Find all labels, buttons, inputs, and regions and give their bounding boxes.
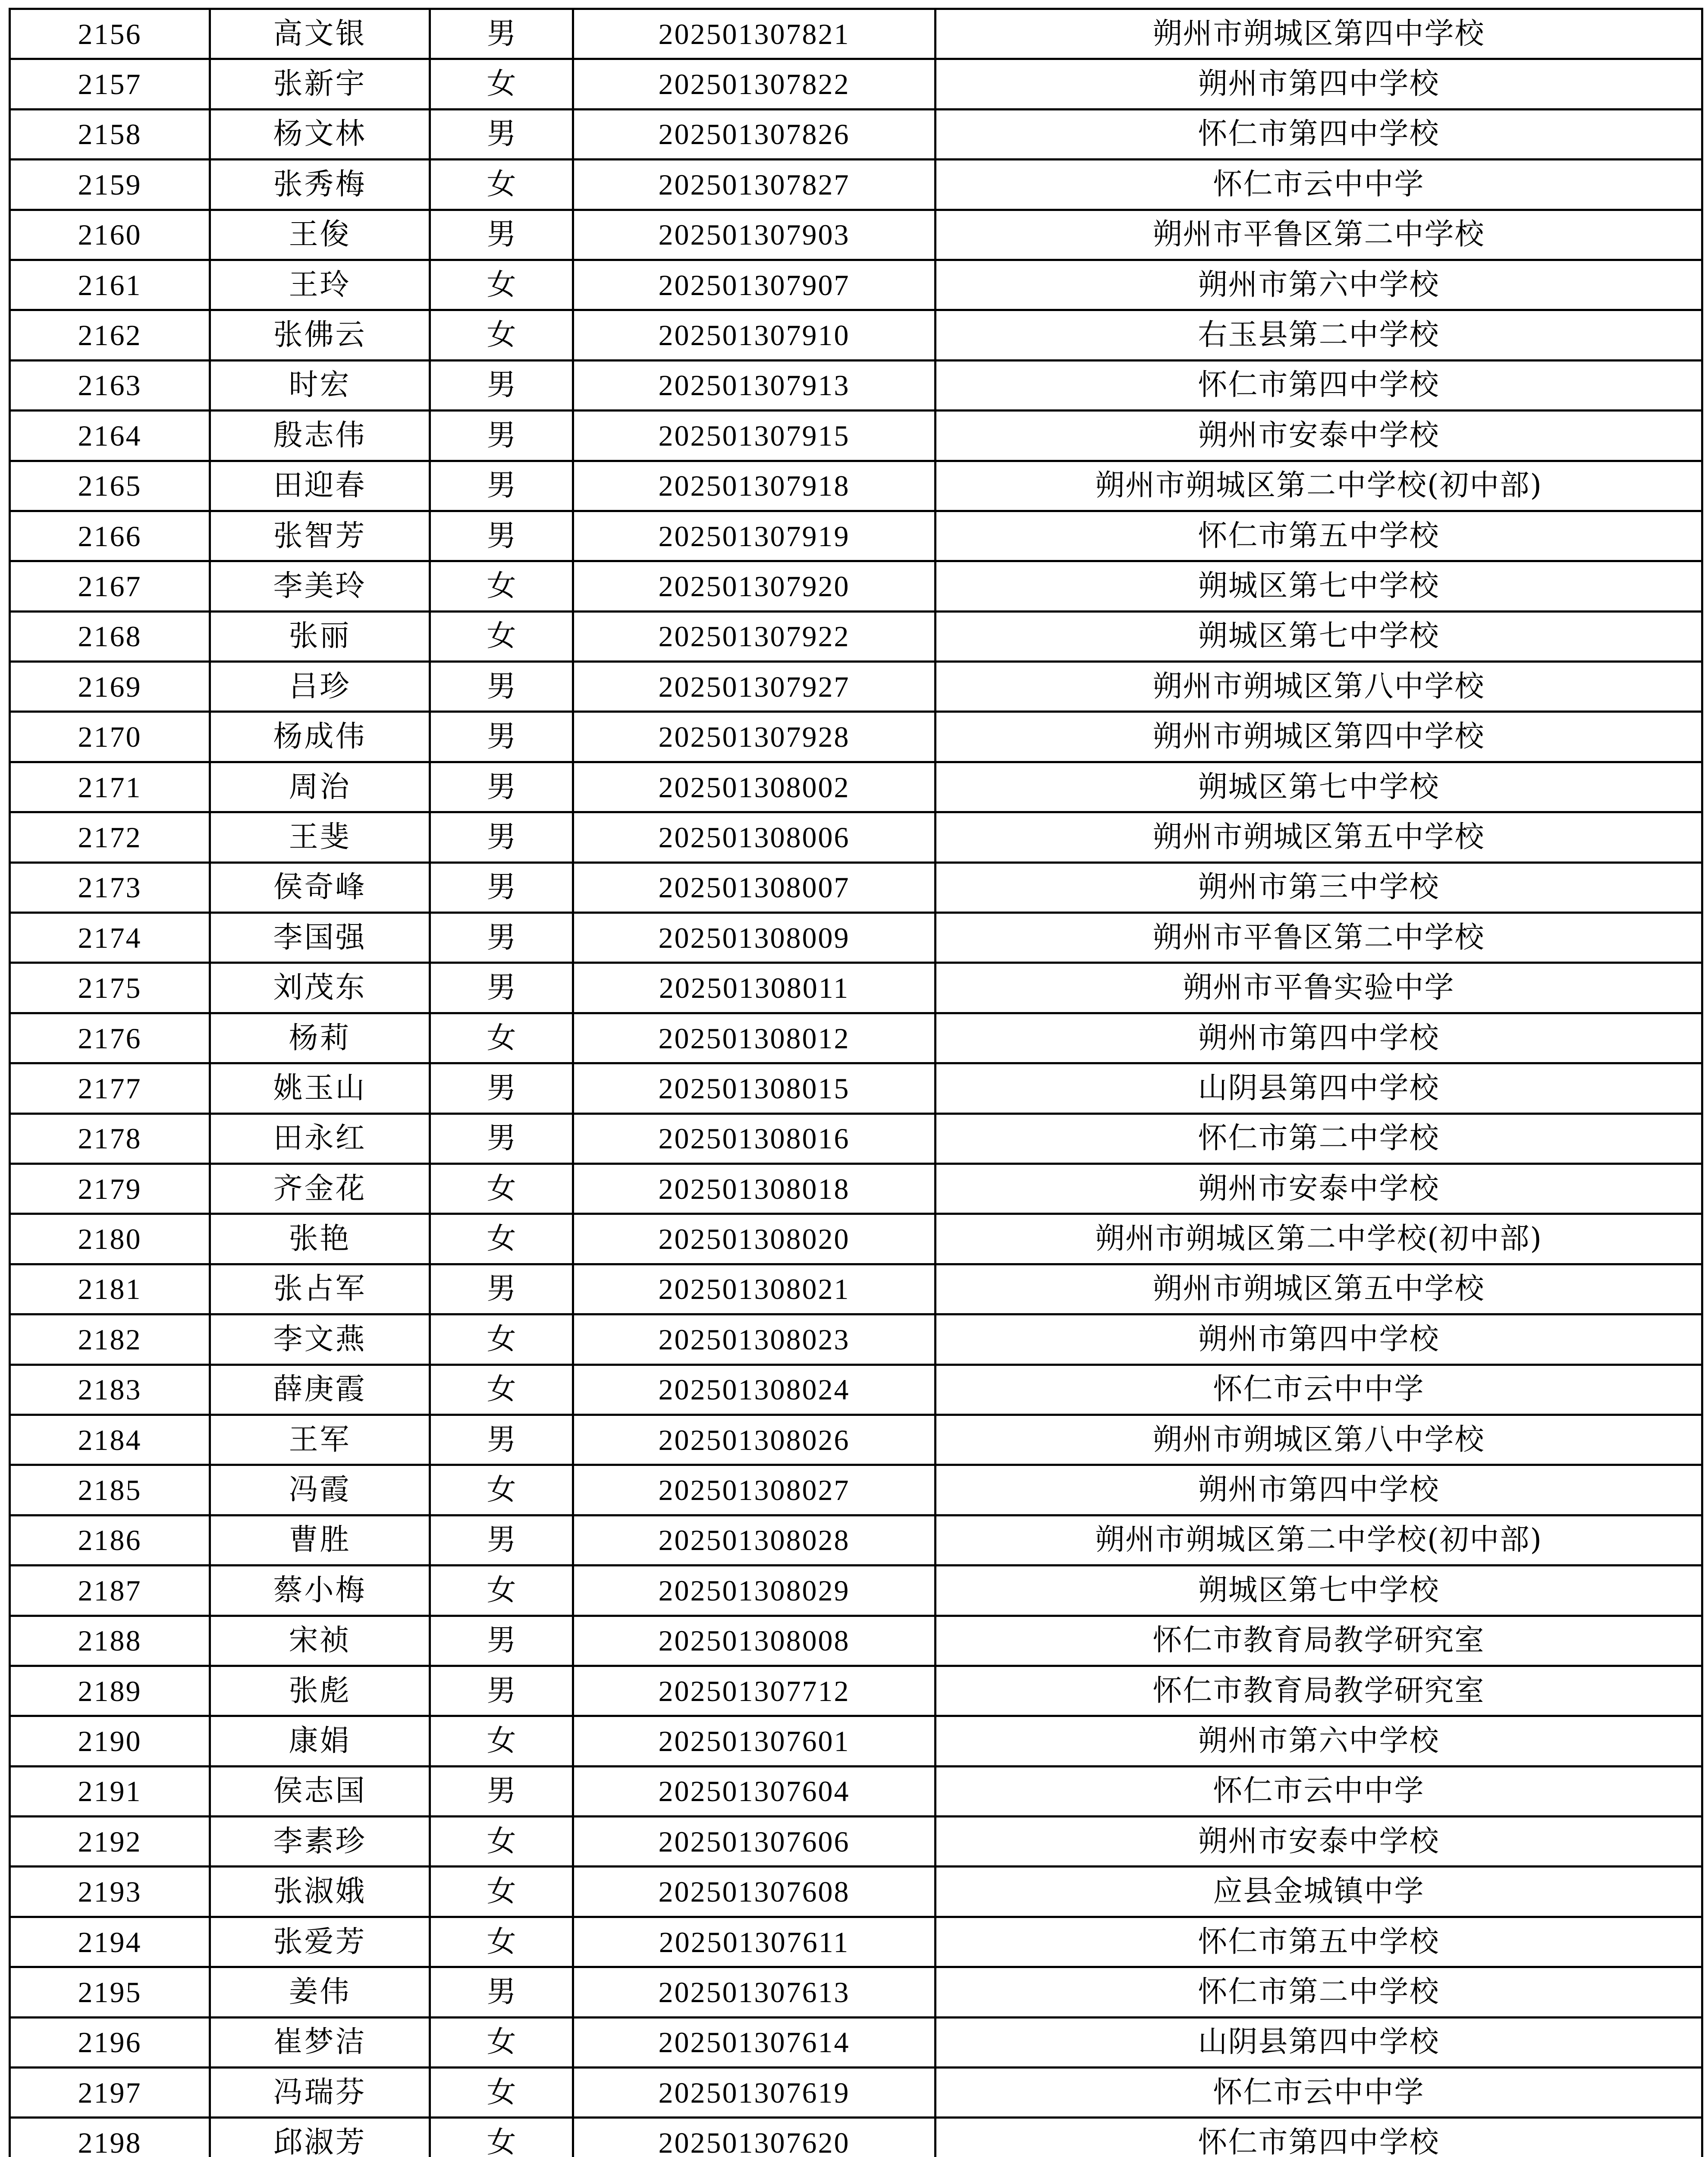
school-cell: 朔州市朔城区第二中学校(初中部) [936,1214,1702,1264]
seq-number-cell: 2172 [10,812,210,862]
seq-number-cell: 2169 [10,662,210,712]
roster-body [10,9,1702,2157]
name-cell: 王军 [210,1415,430,1465]
seq-number-cell: 2164 [10,411,210,461]
table-row [10,1365,1702,1415]
name-cell: 张新宇 [210,59,430,109]
exam-id-cell: 202501307913 [573,360,936,410]
school-cell: 朔州市第四中学校 [936,1013,1702,1063]
school-cell: 朔州市第六中学校 [936,1716,1702,1766]
gender-cell: 女 [430,1013,573,1063]
table-row [10,461,1702,511]
school-cell: 朔州市第六中学校 [936,260,1702,310]
gender-cell: 男 [430,1766,573,1816]
seq-number-cell: 2188 [10,1616,210,1666]
name-cell: 邱淑芳 [210,2118,430,2157]
exam-id-cell: 202501307918 [573,461,936,511]
name-cell: 李素珍 [210,1817,430,1867]
table-row [10,1666,1702,1716]
exam-id-cell: 202501307614 [573,2017,936,2067]
seq-number-cell: 2191 [10,1766,210,1816]
exam-id-cell: 202501307915 [573,411,936,461]
name-cell: 薛庚霞 [210,1365,430,1415]
exam-id-cell: 202501307619 [573,2068,936,2118]
name-cell: 冯霞 [210,1465,430,1515]
table-row [10,1515,1702,1565]
exam-id-cell: 202501307821 [573,9,936,59]
table-row [10,310,1702,360]
table-row [10,2118,1702,2157]
seq-number-cell: 2162 [10,310,210,360]
table-row [10,1616,1702,1666]
gender-cell: 男 [430,1515,573,1565]
name-cell: 齐金花 [210,1163,430,1214]
gender-cell: 女 [430,1867,573,1917]
name-cell: 王玲 [210,260,430,310]
school-cell: 朔城区第七中学校 [936,762,1702,812]
exam-id-cell: 202501308012 [573,1013,936,1063]
seq-number-cell: 2168 [10,611,210,661]
seq-number-cell: 2170 [10,712,210,762]
seq-number-cell: 2157 [10,59,210,109]
seq-number-cell: 2159 [10,160,210,210]
name-cell: 张淑娥 [210,1867,430,1917]
school-cell: 怀仁市第四中学校 [936,360,1702,410]
gender-cell: 女 [430,310,573,360]
exam-id-cell: 202501308021 [573,1264,936,1314]
school-cell: 朔州市安泰中学校 [936,1817,1702,1867]
gender-cell: 女 [430,260,573,310]
exam-id-cell: 202501308026 [573,1415,936,1465]
seq-number-cell: 2192 [10,1817,210,1867]
seq-number-cell: 2184 [10,1415,210,1465]
exam-id-cell: 202501308024 [573,1365,936,1415]
exam-id-cell: 202501307613 [573,1967,936,2017]
name-cell: 王俊 [210,210,430,260]
seq-number-cell: 2167 [10,561,210,611]
gender-cell: 男 [430,411,573,461]
exam-id-cell: 202501307903 [573,210,936,260]
exam-id-cell: 202501308015 [573,1063,936,1113]
seq-number-cell: 2182 [10,1314,210,1365]
school-cell: 怀仁市第二中学校 [936,1113,1702,1163]
exam-id-cell: 202501307822 [573,59,936,109]
table-row [10,260,1702,310]
exam-id-cell: 202501307920 [573,561,936,611]
table-row [10,411,1702,461]
school-cell: 怀仁市第二中学校 [936,1967,1702,2017]
table-row [10,561,1702,611]
school-cell: 怀仁市第五中学校 [936,1917,1702,1967]
school-cell: 朔州市朔城区第四中学校 [936,9,1702,59]
gender-cell: 男 [430,461,573,511]
table-row [10,2068,1702,2118]
name-cell: 李国强 [210,913,430,963]
gender-cell: 女 [430,2017,573,2067]
gender-cell: 男 [430,1113,573,1163]
seq-number-cell: 2171 [10,762,210,812]
seq-number-cell: 2177 [10,1063,210,1113]
school-cell: 山阴县第四中学校 [936,1063,1702,1113]
table-row [10,1314,1702,1365]
gender-cell: 男 [430,1415,573,1465]
exam-id-cell: 202501308020 [573,1214,936,1264]
table-row [10,662,1702,712]
table-row [10,1113,1702,1163]
school-cell: 朔州市朔城区第八中学校 [936,1415,1702,1465]
name-cell: 宋祯 [210,1616,430,1666]
gender-cell: 男 [430,913,573,963]
school-cell: 右玉县第二中学校 [936,310,1702,360]
table-row [10,963,1702,1013]
gender-cell: 男 [430,210,573,260]
name-cell: 李文燕 [210,1314,430,1365]
school-cell: 朔州市第三中学校 [936,862,1702,912]
gender-cell: 男 [430,762,573,812]
gender-cell: 男 [430,9,573,59]
exam-id-cell: 202501307608 [573,1867,936,1917]
exam-id-cell: 202501308002 [573,762,936,812]
seq-number-cell: 2189 [10,1666,210,1716]
gender-cell: 男 [430,812,573,862]
seq-number-cell: 2180 [10,1214,210,1264]
exam-id-cell: 202501308008 [573,1616,936,1666]
seq-number-cell: 2176 [10,1013,210,1063]
exam-id-cell: 202501308011 [573,963,936,1013]
table-row [10,1867,1702,1917]
seq-number-cell: 2173 [10,862,210,912]
seq-number-cell: 2161 [10,260,210,310]
school-cell: 朔州市第四中学校 [936,1465,1702,1515]
table-row [10,2017,1702,2067]
seq-number-cell: 2186 [10,1515,210,1565]
name-cell: 侯奇峰 [210,862,430,912]
table-row [10,210,1702,260]
gender-cell: 女 [430,1566,573,1616]
name-cell: 杨莉 [210,1013,430,1063]
gender-cell: 女 [430,1214,573,1264]
table-row [10,812,1702,862]
seq-number-cell: 2160 [10,210,210,260]
gender-cell: 女 [430,1163,573,1214]
table-row [10,1163,1702,1214]
exam-id-cell: 202501307611 [573,1917,936,1967]
exam-id-cell: 202501307827 [573,160,936,210]
school-cell: 朔州市朔城区第五中学校 [936,1264,1702,1314]
table-row [10,9,1702,59]
exam-id-cell: 202501307606 [573,1817,936,1867]
exam-id-cell: 202501307620 [573,2118,936,2157]
gender-cell: 男 [430,862,573,912]
school-cell: 朔州市平鲁实验中学 [936,963,1702,1013]
gender-cell: 女 [430,561,573,611]
gender-cell: 男 [430,1967,573,2017]
exam-id-cell: 202501307907 [573,260,936,310]
gender-cell: 男 [430,360,573,410]
name-cell: 冯瑞芬 [210,2068,430,2118]
exam-id-cell: 202501307922 [573,611,936,661]
gender-cell: 男 [430,511,573,561]
seq-number-cell: 2178 [10,1113,210,1163]
table-row [10,762,1702,812]
table-row [10,1264,1702,1314]
gender-cell: 男 [430,1264,573,1314]
name-cell: 张艳 [210,1214,430,1264]
name-cell: 刘茂东 [210,963,430,1013]
table-row [10,1063,1702,1113]
gender-cell: 女 [430,1314,573,1365]
table-row [10,611,1702,661]
gender-cell: 女 [430,59,573,109]
name-cell: 康娟 [210,1716,430,1766]
school-cell: 朔州市朔城区第八中学校 [936,662,1702,712]
seq-number-cell: 2174 [10,913,210,963]
name-cell: 杨成伟 [210,712,430,762]
school-cell: 怀仁市云中中学 [936,1766,1702,1816]
school-cell: 怀仁市第四中学校 [936,2118,1702,2157]
table-row [10,1817,1702,1867]
table-row [10,1566,1702,1616]
school-cell: 朔城区第七中学校 [936,1566,1702,1616]
table-row [10,511,1702,561]
seq-number-cell: 2193 [10,1867,210,1917]
school-cell: 怀仁市教育局教学研究室 [936,1616,1702,1666]
name-cell: 张占军 [210,1264,430,1314]
exam-id-cell: 202501307928 [573,712,936,762]
gender-cell: 男 [430,963,573,1013]
school-cell: 应县金城镇中学 [936,1867,1702,1917]
name-cell: 姚玉山 [210,1063,430,1113]
seq-number-cell: 2198 [10,2118,210,2157]
table-row [10,712,1702,762]
gender-cell: 女 [430,160,573,210]
gender-cell: 女 [430,1365,573,1415]
school-cell: 怀仁市云中中学 [936,160,1702,210]
seq-number-cell: 2196 [10,2017,210,2067]
exam-id-cell: 202501308023 [573,1314,936,1365]
gender-cell: 女 [430,1917,573,1967]
name-cell: 李美玲 [210,561,430,611]
gender-cell: 女 [430,2118,573,2157]
exam-id-cell: 202501307604 [573,1766,936,1816]
exam-id-cell: 202501308016 [573,1113,936,1163]
table-row [10,862,1702,912]
school-cell: 怀仁市云中中学 [936,1365,1702,1415]
name-cell: 张爱芳 [210,1917,430,1967]
school-cell: 朔州市朔城区第二中学校(初中部) [936,1515,1702,1565]
name-cell: 曹胜 [210,1515,430,1565]
table-row [10,59,1702,109]
exam-id-cell: 202501308028 [573,1515,936,1565]
table-row [10,360,1702,410]
name-cell: 张佛云 [210,310,430,360]
exam-id-cell: 202501308006 [573,812,936,862]
school-cell: 怀仁市教育局教学研究室 [936,1666,1702,1716]
name-cell: 田永红 [210,1113,430,1163]
exam-id-cell: 202501307601 [573,1716,936,1766]
exam-id-cell: 202501308009 [573,913,936,963]
school-cell: 朔州市朔城区第二中学校(初中部) [936,461,1702,511]
school-cell: 朔州市第四中学校 [936,1314,1702,1365]
school-cell: 怀仁市云中中学 [936,2068,1702,2118]
school-cell: 怀仁市第五中学校 [936,511,1702,561]
name-cell: 高文银 [210,9,430,59]
table-row [10,1415,1702,1465]
roster-table [9,8,1703,2157]
table-row [10,913,1702,963]
exam-id-cell: 202501307919 [573,511,936,561]
gender-cell: 女 [430,1716,573,1766]
name-cell: 蔡小梅 [210,1566,430,1616]
exam-id-cell: 202501308027 [573,1465,936,1515]
gender-cell: 女 [430,1817,573,1867]
gender-cell: 男 [430,1666,573,1716]
table-row [10,109,1702,159]
table-row [10,1465,1702,1515]
name-cell: 崔梦洁 [210,2017,430,2067]
exam-id-cell: 202501307910 [573,310,936,360]
gender-cell: 男 [430,712,573,762]
exam-id-cell: 202501307712 [573,1666,936,1716]
school-cell: 山阴县第四中学校 [936,2017,1702,2067]
table-row [10,1917,1702,1967]
exam-id-cell: 202501308029 [573,1566,936,1616]
seq-number-cell: 2165 [10,461,210,511]
school-cell: 朔州市平鲁区第二中学校 [936,210,1702,260]
name-cell: 侯志国 [210,1766,430,1816]
school-cell: 朔州市安泰中学校 [936,1163,1702,1214]
seq-number-cell: 2183 [10,1365,210,1415]
name-cell: 张丽 [210,611,430,661]
seq-number-cell: 2187 [10,1566,210,1616]
seq-number-cell: 2185 [10,1465,210,1515]
name-cell: 周治 [210,762,430,812]
exam-id-cell: 202501307826 [573,109,936,159]
name-cell: 姜伟 [210,1967,430,2017]
table-row [10,1967,1702,2017]
school-cell: 朔州市朔城区第五中学校 [936,812,1702,862]
table-row [10,1214,1702,1264]
name-cell: 王斐 [210,812,430,862]
table-row [10,1766,1702,1816]
name-cell: 时宏 [210,360,430,410]
table-row [10,1716,1702,1766]
table-row [10,160,1702,210]
gender-cell: 男 [430,109,573,159]
school-cell: 朔城区第七中学校 [936,611,1702,661]
school-cell: 怀仁市第四中学校 [936,109,1702,159]
gender-cell: 女 [430,611,573,661]
school-cell: 朔州市安泰中学校 [936,411,1702,461]
name-cell: 杨文林 [210,109,430,159]
seq-number-cell: 2195 [10,1967,210,2017]
seq-number-cell: 2181 [10,1264,210,1314]
seq-number-cell: 2179 [10,1163,210,1214]
table-row [10,1013,1702,1063]
school-cell: 朔州市第四中学校 [936,59,1702,109]
name-cell: 吕珍 [210,662,430,712]
school-cell: 朔州市朔城区第四中学校 [936,712,1702,762]
gender-cell: 男 [430,662,573,712]
name-cell: 殷志伟 [210,411,430,461]
name-cell: 张彪 [210,1666,430,1716]
seq-number-cell: 2163 [10,360,210,410]
name-cell: 田迎春 [210,461,430,511]
seq-number-cell: 2194 [10,1917,210,1967]
gender-cell: 男 [430,1063,573,1113]
gender-cell: 女 [430,2068,573,2118]
school-cell: 朔城区第七中学校 [936,561,1702,611]
seq-number-cell: 2197 [10,2068,210,2118]
gender-cell: 女 [430,1465,573,1515]
seq-number-cell: 2190 [10,1716,210,1766]
exam-id-cell: 202501308007 [573,862,936,912]
gender-cell: 男 [430,1616,573,1666]
name-cell: 张秀梅 [210,160,430,210]
exam-id-cell: 202501307927 [573,662,936,712]
seq-number-cell: 2156 [10,9,210,59]
seq-number-cell: 2158 [10,109,210,159]
school-cell: 朔州市平鲁区第二中学校 [936,913,1702,963]
exam-id-cell: 202501308018 [573,1163,936,1214]
seq-number-cell: 2175 [10,963,210,1013]
name-cell: 张智芳 [210,511,430,561]
seq-number-cell: 2166 [10,511,210,561]
